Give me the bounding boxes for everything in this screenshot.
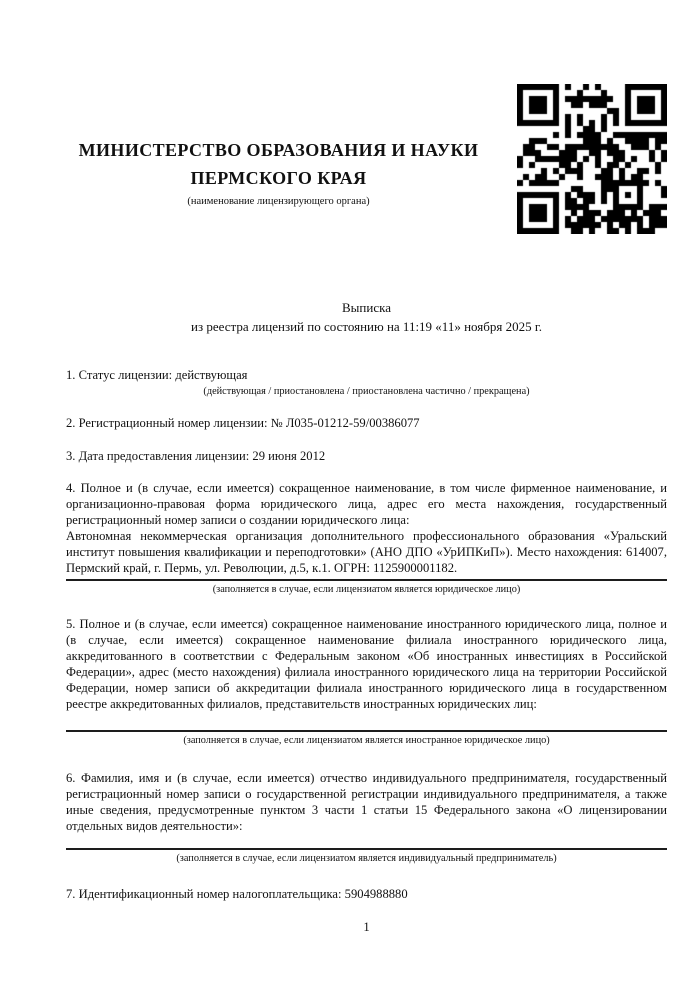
item-registration-number <box>66 415 667 431</box>
entrepreneur-blank-field <box>66 834 667 850</box>
document-title-line1: Выписка <box>342 300 391 315</box>
foreign-entity-question: 5. Полное и (в случае, если имеется) сокращенное наименование иностранного юридического лица, полное и (в случае, если имеется) сокращенное наименование филиала иностранного юридического лица, аккредитованного в соответствии с Федеральным законом «Об иностранных инвестициях в Российской Федерации», адрес (место нахождения) филиала иностранного юридического лица на территории Российской Федерации, номер записи об аккредитации филиала иностранного юридического лица в государственном реестре аккредитованных филиалов, представительств иностранных юридических лиц: <box>66 617 667 711</box>
ministry-name-line1: МИНИСТЕРСТВО ОБРАЗОВАНИЯ И НАУКИ <box>78 140 479 160</box>
document-title <box>66 298 667 336</box>
item-taxpayer-number <box>66 886 667 902</box>
legal-entity-question: 4. Полное и (в случае, если имеется) сокращенное наименование, в том числе фирменное наименование, и организационно-правовая форма юридического лица, адрес его места нахождения, государственный регистрационный номер записи о создании юридического лица: <box>66 481 667 527</box>
license-date-text: 3. Дата предоставления лицензии: 29 июня 2012 <box>66 449 326 463</box>
registration-number-text: 2. Регистрационный номер лицензии: № Л035-01212-59/00386077 <box>66 416 420 430</box>
item-license-status <box>66 367 667 398</box>
document-header <box>66 84 667 234</box>
ministry-caption: (наименование лицензирующего органа) <box>187 196 370 207</box>
ministry-name-line2: ПЕРМСКОГО КРАЯ <box>190 168 367 188</box>
document-title-line2: из реестра лицензий по состоянию на 11:19 «11» ноября 2025 г. <box>191 319 542 334</box>
taxpayer-number-text: 7. Идентификационный номер налогоплательщика: 5904988880 <box>66 887 408 901</box>
license-status-text: 1. Статус лицензии: действующая <box>66 368 248 382</box>
foreign-entity-caption: (заполняется в случае, если лицензиатом является иностранное юридическое лицо) <box>183 735 550 746</box>
item-individual-entrepreneur <box>66 770 667 865</box>
entrepreneur-question: 6. Фамилия, имя и (в случае, если имеется) отчество индивидуального предпринимателя, государственный регистрационный номер записи о государственной регистрации индивидуального предпринимателя, а также иные сведения, предусмотренные пунктом 3 части 1 статьи 15 Федерального закона «О лицензировании отдельных видов деятельности»: <box>66 771 667 833</box>
item-legal-entity <box>66 480 667 596</box>
document-body <box>66 367 667 902</box>
legal-entity-answer: Автономная некоммерческая организация дополнительного профессионального образования «Уральский институт повышения квалификации и переподготовки» (АНО ДПО «УрИПКиП»). Место нахождения: 614007, Пермский край, г. Пермь, ул. Революции, д.5, к.1. ОГРН: 1125900001182. <box>66 529 667 575</box>
item-license-date <box>66 448 667 464</box>
item-foreign-entity <box>66 616 667 747</box>
legal-entity-underline <box>66 579 667 581</box>
foreign-entity-blank-field <box>66 712 667 732</box>
page-number: 1 <box>363 920 370 934</box>
entrepreneur-caption: (заполняется в случае, если лицензиатом является индивидуальный предприниматель) <box>176 853 557 864</box>
qr-code-icon <box>517 84 667 234</box>
licensing-authority-block <box>66 84 491 209</box>
page-footer <box>66 919 667 935</box>
license-status-caption: (действующая / приостановлена / приостановлена частично / прекращена) <box>203 386 530 397</box>
legal-entity-caption: (заполняется в случае, если лицензиатом является юридическое лицо) <box>212 584 521 595</box>
